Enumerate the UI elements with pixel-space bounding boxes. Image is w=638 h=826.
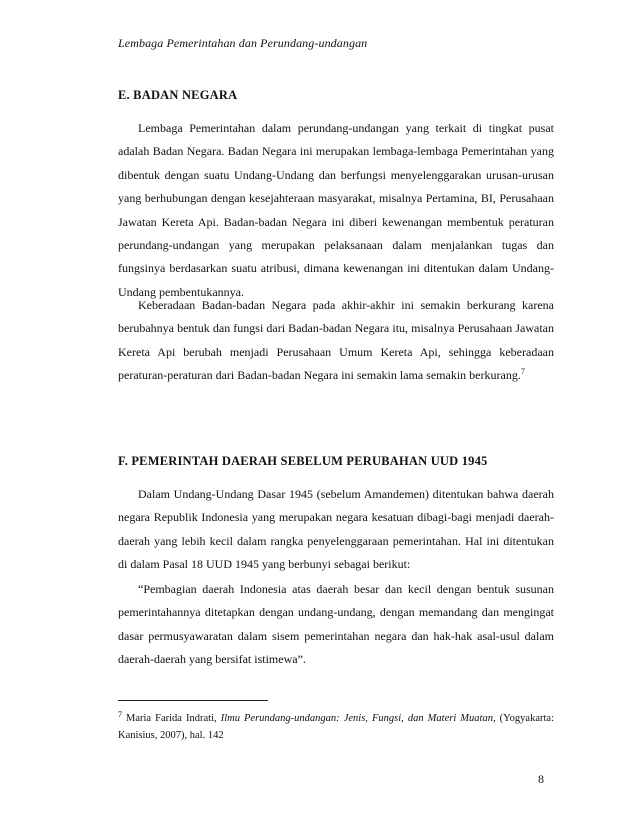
footnote-number: 7	[118, 709, 122, 719]
footnote-reference: 7	[520, 367, 525, 377]
footnote-author: Maria Farida Indrati,	[126, 713, 217, 724]
section-f-quote: “Pembagian daerah Indonesia atas daerah besar dan kecil dengan bentuk susunan pemerintahannya ditetapkan dengan undang-undang, dengan memandang dan mengingat dasar permusyawaratan dalam sisem pemerintahan negara dan hak-hak asal-usul dalam daerah-daerah yang bersifat istimewa”.	[118, 582, 554, 667]
section-e-heading: E. BADAN NEGARA	[118, 88, 238, 102]
section-f-heading: F. PEMERINTAH DAERAH SEBELUM PERUBAHAN UUD 1945	[118, 454, 488, 468]
section-e-paragraph-2-text: Keberadaan Badan-badan Negara pada akhir-akhir ini semakin berkurang karena berubahnya bentuk dan fungsi dari Badan-badan Negara itu, misalnya Perusahaan Jawatan Kereta Api berubah menjadi Perusahaan Umum Kereta Api, sehingga keberadaan peraturan-peraturan dari Badan-badan Negara ini semakin lama semakin berkurang.	[118, 298, 554, 383]
page-number: 8	[538, 772, 544, 786]
footnote-publication: (Yogyakarta: Kanisius, 2007), hal. 142	[118, 713, 554, 741]
section-e-paragraph-2	[118, 294, 554, 388]
footnote-title: Ilmu Perundang-undangan: Jenis, Fungsi, dan Materi Muatan,	[220, 713, 496, 724]
section-f-paragraph-1: Dalam Undang-Undang Dasar 1945 (sebelum Amandemen) ditentukan bahwa daerah negara Republik Indonesia yang merupakan negara kesatuan dibagi-bagi menjadi daerah-daerah yang lebih kecil dalam rangka penyelenggaraan pemerintahan. Hal ini ditentukan di dalam Pasal 18 UUD 1945 yang berbunyi sebagai berikut:	[118, 487, 554, 572]
footnote-divider	[118, 700, 268, 701]
footnote	[118, 710, 554, 744]
running-header: Lembaga Pemerintahan dan Perundang-undangan	[118, 36, 368, 50]
section-e-paragraph-1: Lembaga Pemerintahan dalam perundang-undangan yang terkait di tingkat pusat adalah Badan Negara. Badan Negara ini merupakan lembaga-lembaga Pemerintahan yang dibentuk dengan suatu Undang-Undang dan berfungsi menyelenggarakan urusan-urusan yang berhubungan dengan kesejahteraan masyarakat, misalnya Pertamina, BI, Perusahaan Jawatan Kereta Api. Badan-badan Negara ini diberi kewenangan membentuk peraturan perundang-undangan yang merupakan pelaksanaan dalam menjalankan tugas dan fungsinya berdasarkan suatu atribusi, dimana kewenangan ini ditentukan dalam Undang-Undang pembentukannya.	[118, 121, 554, 299]
